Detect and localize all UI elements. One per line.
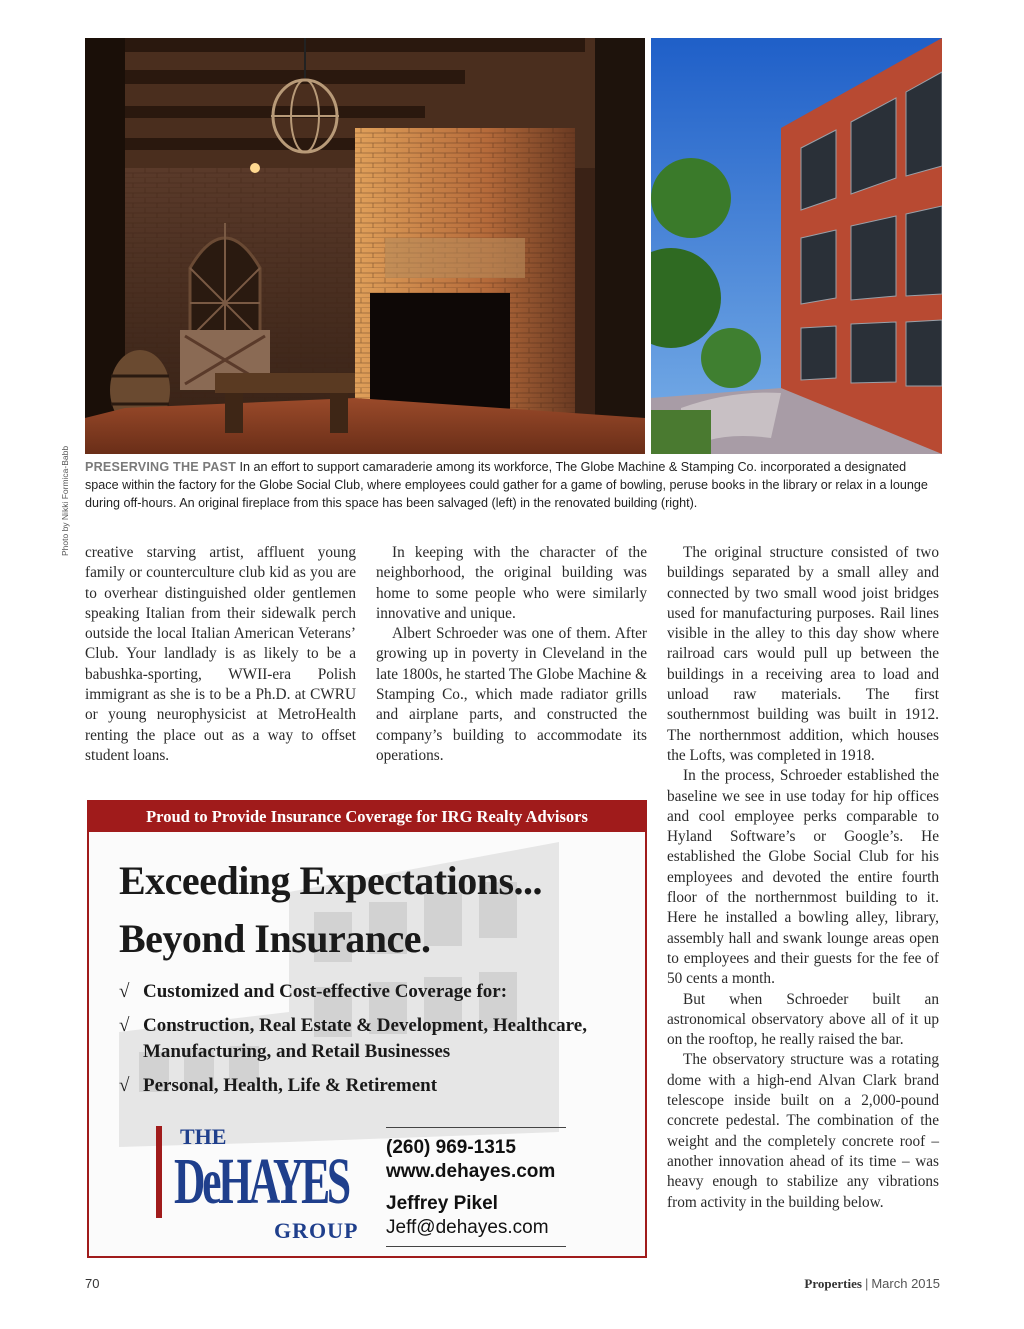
ad-coverage-item xyxy=(119,979,639,1005)
checkmark-icon: √ xyxy=(119,981,130,1002)
photo-credit: Photo by Nikki Formica-Babb xyxy=(60,445,70,556)
ad-coverage-item xyxy=(119,1073,639,1099)
ad-banner: Proud to Provide Insurance Coverage for IRG Realty Advisors xyxy=(89,802,645,832)
ad-coverage-text: Personal, Health, Life & Retirement xyxy=(143,1075,438,1096)
publication-name: Properties xyxy=(804,1276,862,1291)
renovated-building-photo xyxy=(651,38,942,454)
footer-publication-info xyxy=(804,1276,940,1292)
caption-title: PRESERVING THE PAST xyxy=(85,460,236,474)
checkmark-icon: √ xyxy=(119,1075,130,1096)
article-paragraph: The observatory structure was a rotating dome with a high-end Alvan Clark brand telescope inside built on a 2,000-pound concrete pedestal. The combination of the weight and the completely concrete roof – another innovation ahead of its time – was heavy enough to stabilize any vibrations from activity in the building below. xyxy=(667,1051,939,1211)
ad-contact-name: Jeffrey Pikel xyxy=(386,1193,498,1214)
ad-phone[interactable]: (260) 969-1315 xyxy=(386,1137,516,1158)
ad-headline xyxy=(119,852,639,968)
ad-website-link[interactable]: www.dehayes.com xyxy=(386,1161,556,1182)
photo-caption xyxy=(85,458,943,512)
caption-text: In an effort to support camaraderie among its workforce, The Globe Machine & Stamping Co. incorporated a designated space within the factory for the Globe Social Club, where employees could gather for a game of bowling, peruse books in the library or relax in a lounge during off-hours. An original fireplace from this space has been salvaged (left) in the renovated building (right). xyxy=(85,460,928,510)
checkmark-icon: √ xyxy=(119,1015,130,1036)
page-number: 70 xyxy=(85,1276,100,1291)
logo-the: THE xyxy=(180,1124,227,1149)
divider xyxy=(386,1127,566,1128)
divider xyxy=(386,1246,566,1247)
logo-group: GROUP xyxy=(274,1218,359,1243)
article-paragraph: creative starving artist, affluent young family or counterculture club kid as you are to overhear distinguished older gentlemen speaking Italian from their sidewalk perch outside the local Italian American Veterans’ Club. Your landlady is as likely to be a babushka-sporting, WWII-era Polish immigrant as she is to be a Ph.D. at CWRU or young neurophysicist at MetroHealth renting the place out as a way to offset student loans. xyxy=(85,544,356,764)
ad-coverage-item xyxy=(119,1013,639,1065)
ad-headline-line-1: Exceeding Expectations... xyxy=(119,858,543,903)
issue-date: March 2015 xyxy=(871,1276,940,1291)
article-paragraph: The original structure consisted of two buildings separated by a small alley and connected by two small wood joist bridges used for manufacturing purposes. Rail lines visible in the alley to this day show where railroad cars would pull up between the buildings in a receiving area to load and unload raw materials. The first southernmost building was built in 1912. The northernmost addition, which houses the Lofts, was completed in 1918. xyxy=(667,544,939,764)
article-paragraph: Albert Schroeder was one of them. After growing up in poverty in Cleveland in the late 1800s, he started The Globe Machine & Stamping Co., which made radiator grills and airplane parts, and constructed the company’s building to accommodate its operations. xyxy=(376,625,647,764)
fireplace-photo xyxy=(85,38,645,454)
article-paragraph: In keeping with the character of the neighborhood, the original building was home to some people who were similarly innovative and unique. xyxy=(376,544,647,622)
article-column-3 xyxy=(667,543,939,1213)
logo-dehayes: DeHAYES xyxy=(174,1145,348,1218)
ad-coverage-text: Customized and Cost-effective Coverage for: xyxy=(143,981,508,1002)
dehayes-group-logo xyxy=(156,1124,359,1244)
ad-email-link[interactable]: Jeff@dehayes.com xyxy=(386,1217,549,1238)
ad-coverage-list xyxy=(119,979,639,1107)
article-column-2 xyxy=(376,543,647,766)
logo-red-bar xyxy=(156,1126,162,1218)
article-column-1 xyxy=(85,543,356,766)
article-paragraph: In the process, Schroeder established the baseline we see in use today for hip offices and cool employee perks comparable to Hyland Software’s or Google’s. He established the Globe Social Club for his employees and devoted the entire fourth floor of the northernmost building to it. Here he installed a bowling alley, library, assembly hall and swank lounge areas open to employees and their guests for the fee of 50 cents a month. xyxy=(667,767,939,988)
ad-contact-block xyxy=(386,1127,566,1247)
article-paragraph: But when Schroeder built an astronomical observatory above all of it up on the rooftop, he really raised the bar. xyxy=(667,990,939,1049)
ad-coverage-text: Construction, Real Estate & Development, Healthcare, Manufacturing, and Retail Businesses xyxy=(143,1015,587,1062)
insurance-advertisement xyxy=(87,800,647,1258)
ad-headline-line-2: Beyond Insurance. xyxy=(119,916,431,961)
footer-separator: | xyxy=(864,1276,869,1291)
